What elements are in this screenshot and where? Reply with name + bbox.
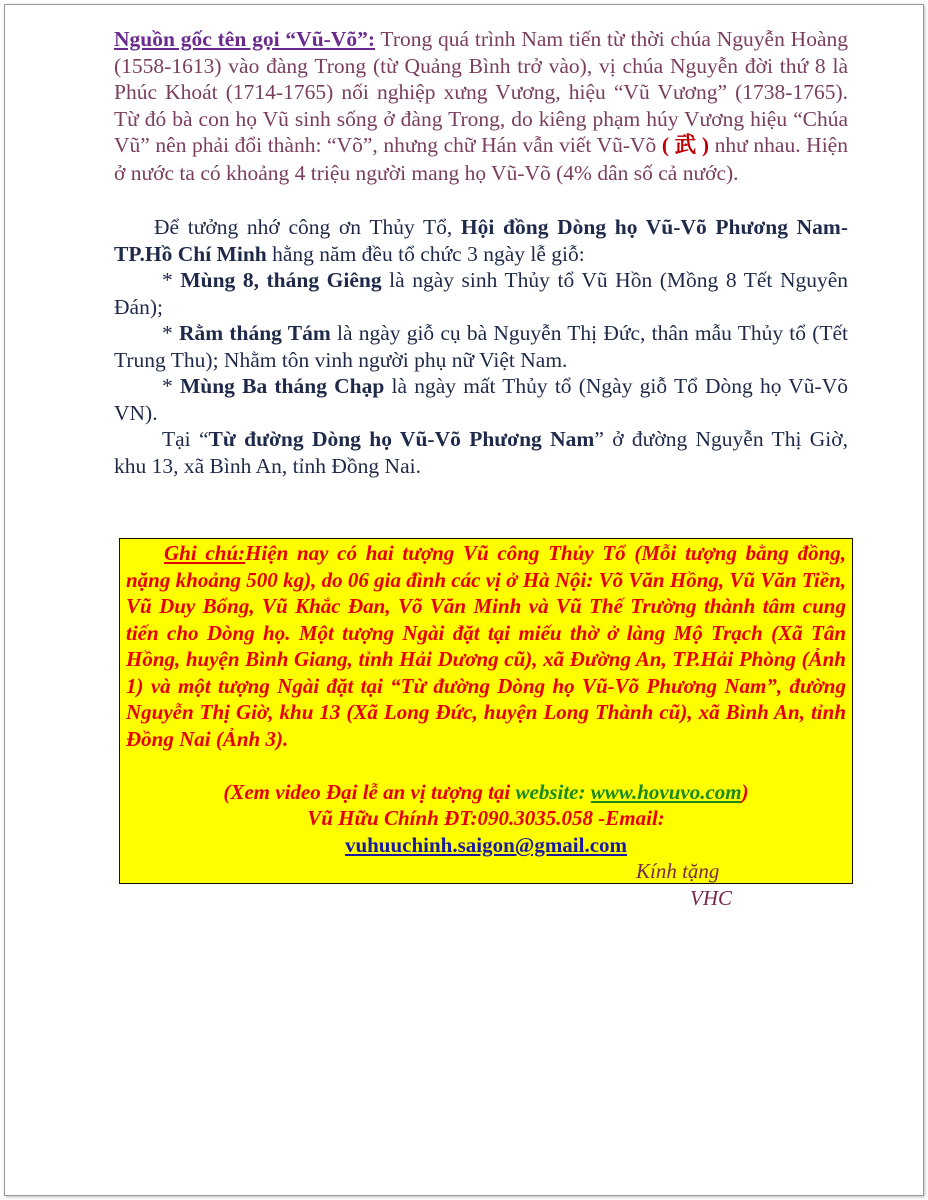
hanzi-character: 武 xyxy=(674,133,697,158)
signature-initials: VHC xyxy=(690,886,732,910)
ancestral-hall-name: Từ đường Dòng họ Vũ-Võ Phương Nam xyxy=(208,427,595,451)
note-paragraph xyxy=(126,540,846,752)
contact-line: Vũ Hữu Chính ĐT:090.3035.058 -Email: xyxy=(307,806,665,830)
origin-text-end: như nhau. Hiện ở nước ta có khoảng 4 triệu người mang họ Vũ-Võ (4% dân số cả nước). xyxy=(114,133,848,185)
website-link[interactable]: www.hovuvo.com xyxy=(590,780,742,804)
document-body xyxy=(114,26,848,479)
memorial-day-1: * Mùng 8, tháng Giêng là ngày sinh Thủy tổ Vũ Hồn (Mồng 8 Tết Nguyên Đán); xyxy=(114,268,849,319)
location-paragraph: Tại “Từ đường Dòng họ Vũ-Võ Phương Nam” ở đường Nguyễn Thị Giờ, khu 13, xã Bình An, tỉnh Đồng Nai. xyxy=(114,427,848,478)
commemoration-intro: Để tưởng nhớ công ơn Thủy Tổ, Hội đồng Dòng họ Vũ-Võ Phương Nam-TP.Hồ Chí Minh hằng năm đều tổ chức 3 ngày lễ giỗ: xyxy=(114,215,848,266)
email-link[interactable]: vuhuuchinh.saigon@gmail.com xyxy=(344,833,628,857)
phone-number: ĐT:090.3035.058 xyxy=(444,806,594,830)
contact-name: Vũ Hữu Chính xyxy=(307,806,445,830)
video-line: (Xem video Đại lễ an vị tượng tại website: www.hovuvo.com) xyxy=(223,780,749,804)
note-text: Hiện nay có hai tượng Vũ công Thủy Tổ (Mỗi tượng bằng đồng, nặng khoảng 500 kg), do 06 gia đình các vị ở Hà Nội: Võ Văn Hồng, Vũ Văn Tiền, Vũ Duy Bổng, Vũ Khắc Đan, Võ Văn Minh và Vũ Thế Trường thành tâm cung tiến cho Dòng họ. Một tượng Ngài đặt tại miếu thờ ở làng Mộ Trạch (Xã Tân Hồng, huyện Bình Giang, tỉnh Hải Dương cũ), xã Đường An, TP.Hải Phòng (Ảnh 1) và một tượng Ngài đặt tại “Từ đường Dòng họ Vũ-Võ Phương Nam”, đường Nguyễn Thị Giờ, khu 13 (Xã Long Đức, huyện Long Thành cũ), xã Bình An, tỉnh Đồng Nai (Ảnh 3). xyxy=(126,541,846,751)
memorial-day-2: * Rằm tháng Tám là ngày giỗ cụ bà Nguyễn Thị Đức, thân mẫu Thủy tổ (Tết Trung Thu); Nhằm tôn vinh người phụ nữ Việt Nam. xyxy=(114,321,849,372)
note-label: Ghi chú: xyxy=(164,541,246,565)
council-name: Hội đồng Dòng họ Vũ-Võ Phương Nam-TP.Hồ Chí Minh xyxy=(114,215,848,266)
origin-paragraph: Nguồn gốc tên gọi “Vũ-Võ”: Trong quá trình Nam tiến từ thời chúa Nguyễn Hoàng (1558-1613) vào đàng Trong (từ Quảng Bình trở vào), vị chúa Nguyễn đời thứ 8 là Phúc Khoát (1714-1765) nối nghiệp xưng Vương, hiệu “Vũ Vương” (1738-1765). Từ đó bà con họ Vũ sinh sống ở đàng Trong, do kiêng phạm húy Vương hiệu “Chúa Vũ” nên phải đổi thành: “Võ”, nhưng chữ Hán vẫn viết Vũ-Võ ( 武 ) như nhau. Hiện ở nước ta có khoảng 4 triệu người mang họ Vũ-Võ (4% dân số cả nước). xyxy=(114,27,848,185)
origin-text: Trong quá trình Nam tiến từ thời chúa Nguyễn Hoàng (1558-1613) vào đàng Trong (từ Quảng Bình trở vào), vị chúa Nguyễn đời thứ 8 là Phúc Khoát (1714-1765) nối nghiệp xưng Vương, hiệu “Vũ Vương” (1738-1765). Từ đó bà con họ Vũ sinh sống ở đàng Trong, do kiêng phạm húy Vương hiệu “Chúa Vũ” nên phải đổi thành: “Võ”, nhưng chữ Hán vẫn viết Vũ-Võ xyxy=(114,27,848,157)
memorial-day-3: * Mùng Ba tháng Chạp là ngày mất Thủy tổ (Ngày giỗ Tổ Dòng họ Vũ-Võ VN). xyxy=(114,374,848,425)
origin-heading: Nguồn gốc tên gọi “Vũ-Võ”: xyxy=(114,27,375,51)
signature-line-1: Kính tặng xyxy=(636,859,720,883)
